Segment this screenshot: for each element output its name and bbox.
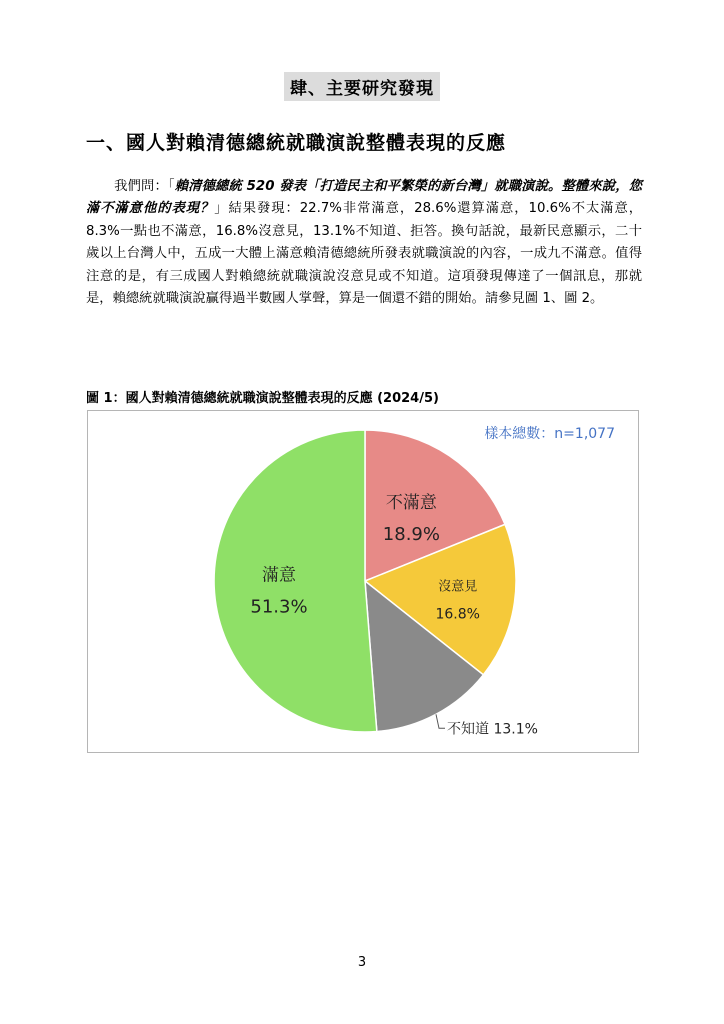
chapter-heading: 一、國人對賴清德總統就職演說整體表現的反應 [86, 132, 507, 154]
slice-name-1: 不滿意 [385, 493, 437, 514]
pie-chart [88, 411, 638, 752]
page-number: 3 [357, 955, 367, 970]
leader-line-3 [436, 714, 445, 728]
slice-name-2: 沒意見 [438, 579, 478, 595]
figure-frame [87, 410, 639, 753]
slice-value-4: 51.3% [250, 596, 308, 618]
slice-value-2: 16.8% [435, 606, 480, 623]
paragraph-lead: 我們問：「 [114, 179, 175, 194]
slice-name-4: 滿意 [262, 565, 296, 586]
survey-question: 賴清德總統 520 發表「打造民主和平繁榮的新台灣」就職演說。整體來說，您滿不滿意他的表現？ [86, 179, 642, 217]
section-title-text: 肆、主要研究發現 [284, 72, 440, 101]
paragraph-body: 」結果發現：22.7%非常滿意，28.6%還算滿意，10.6%不太滿意，8.3%一點也不滿意，16.8%沒意見，13.1%不知道、拒答。換句話說，最新民意顯示，二十歲以上台灣人中，五成一大體上滿意賴清德總統所發表就職演說的內容，一成九不滿意。值得注意的是，有三成國人對賴總統就職演說沒意見或不知道。這項發現傳達了一個訊息，那就是，賴總統就職演說贏得過半數國人掌聲，算是一個還不錯的開始。請參見圖 1、圖 2。 [86, 201, 642, 307]
figure-caption: 圖 1：國人對賴清德總統就職演說整體表現的反應 (2024/5) [86, 391, 439, 406]
section-title [0, 72, 724, 101]
slice-value-1: 18.9% [382, 524, 440, 546]
findings-paragraph [86, 176, 642, 310]
sample-size-note: 樣本總數：n=1,077 [484, 426, 615, 442]
slice-label-3: 不知道 13.1% [447, 721, 538, 738]
